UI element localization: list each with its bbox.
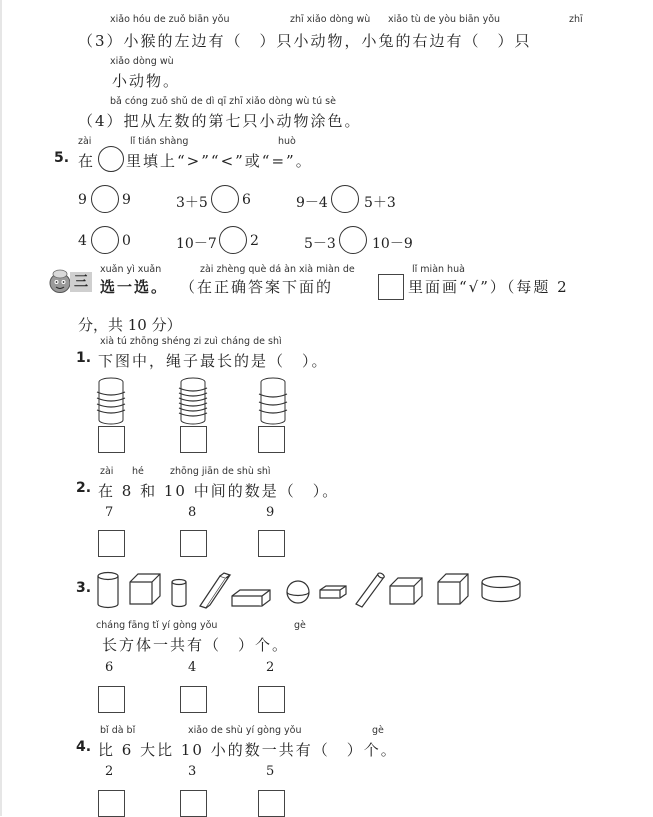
pinyin: zài zhèng què dá àn xià miàn de <box>200 264 355 275</box>
pinyin: zài <box>78 136 92 147</box>
page-edge <box>0 0 2 816</box>
compare-right: 0 <box>122 233 131 249</box>
compare-left: 9 <box>78 192 87 208</box>
answer-box[interactable] <box>258 426 285 453</box>
answer-box-sample <box>378 274 404 300</box>
pinyin: zhī <box>569 14 583 25</box>
question-5-text-b: 里填上“>”“<”或“=”。 <box>126 152 313 170</box>
answer-box[interactable] <box>98 530 125 557</box>
compare-right: 6 <box>242 192 251 208</box>
section-instruction-line2: 分，共 10 分） <box>78 316 182 334</box>
pinyin: cháng fāng tǐ yí gòng yǒu <box>96 620 218 631</box>
pinyin: bǐ dà bǐ <box>100 725 136 736</box>
option-label: 6 <box>105 660 114 675</box>
pinyin: huò <box>278 136 296 147</box>
compare-circle[interactable] <box>331 185 359 213</box>
question-number: 1. <box>76 350 92 366</box>
section-badge: 三 <box>70 272 92 292</box>
question-5-text-a: 在 <box>78 152 96 170</box>
pinyin: lǐ miàn huà <box>412 264 465 275</box>
compare-circle[interactable] <box>219 226 247 254</box>
answer-box[interactable] <box>98 426 125 453</box>
question-4-text: 比 6 大比 10 小的数一共有（ ）个。 <box>98 741 398 759</box>
compare-right: 9 <box>122 192 131 208</box>
answer-box[interactable] <box>98 686 125 713</box>
answer-box[interactable] <box>98 790 125 817</box>
compare-left: 10－7 <box>176 236 217 252</box>
question-number: 4. <box>76 739 92 755</box>
compare-circle[interactable] <box>91 185 119 213</box>
pinyin: xiǎo tù de yòu biān yǒu <box>388 14 501 25</box>
pinyin: zài <box>100 466 114 477</box>
answer-box[interactable] <box>180 686 207 713</box>
question-3-line2: 小动物。 <box>112 72 181 90</box>
compare-right: 5＋3 <box>364 195 396 211</box>
answer-box[interactable] <box>258 686 285 713</box>
answer-circle-sample <box>98 146 124 172</box>
pinyin: gè <box>294 620 306 631</box>
option-label: 4 <box>188 660 197 675</box>
compare-left: 4 <box>78 233 87 249</box>
option-label: 2 <box>105 764 114 779</box>
question-3-line1: （3）小猴的左边有（ ）只小动物，小兔的右边有（ ）只 <box>78 32 532 50</box>
answer-box[interactable] <box>258 530 285 557</box>
solid-shapes-row <box>94 570 534 610</box>
answer-box[interactable] <box>180 790 207 817</box>
rope-cylinder-a <box>94 376 128 426</box>
mascot-icon <box>48 268 72 294</box>
compare-circle[interactable] <box>91 226 119 254</box>
compare-right: 2 <box>250 233 259 249</box>
pinyin: xiǎo de shù yí gòng yǒu <box>188 725 302 736</box>
pinyin: xuǎn yì xuǎn <box>100 264 162 275</box>
pinyin: hé <box>132 466 144 477</box>
rope-cylinder-b <box>176 376 210 426</box>
section-instruction-b: 里面画“√”）（每题 2 <box>408 278 569 296</box>
option-label: 8 <box>188 505 197 520</box>
pinyin: bǎ cóng zuǒ shǔ de dì qī zhī xiǎo dòng wù tú sè <box>110 96 336 107</box>
pinyin: zhī xiǎo dòng wù <box>290 14 371 25</box>
option-label: 9 <box>266 505 275 520</box>
section-title: 选一选。 <box>100 278 169 296</box>
question-number: 5. <box>54 150 70 166</box>
compare-left: 3＋5 <box>176 195 208 211</box>
answer-box[interactable] <box>180 530 207 557</box>
option-label: 3 <box>188 764 197 779</box>
option-label: 7 <box>105 505 114 520</box>
question-3-text: 长方体一共有（ ）个。 <box>102 636 290 654</box>
compare-right: 10－9 <box>372 236 413 252</box>
option-label: 2 <box>266 660 275 675</box>
pinyin: zhōng jiān de shù shì <box>170 466 271 477</box>
pinyin: gè <box>372 725 384 736</box>
compare-circle[interactable] <box>211 185 239 213</box>
compare-left: 5－3 <box>304 236 336 252</box>
pinyin: lǐ tián shàng <box>130 136 189 147</box>
question-number: 3. <box>76 580 92 596</box>
compare-circle[interactable] <box>339 226 367 254</box>
section-instruction-a: （在正确答案下面的 <box>180 278 334 296</box>
option-label: 5 <box>266 764 275 779</box>
pinyin: xià tú zhōng shéng zi zuì cháng de shì <box>100 336 282 347</box>
compare-left: 9－4 <box>296 195 328 211</box>
pinyin: xiǎo hóu de zuǒ biān yǒu <box>110 14 230 25</box>
rope-cylinder-c <box>256 376 290 426</box>
question-1-text: 下图中，绳子最长的是（ ）。 <box>98 352 329 370</box>
pinyin: xiǎo dòng wù <box>110 56 174 67</box>
question-4-line: （4）把从左数的第七只小动物涂色。 <box>78 112 362 130</box>
question-number: 2. <box>76 480 92 496</box>
question-2-text: 在 8 和 10 中间的数是（ ）。 <box>98 482 340 500</box>
answer-box[interactable] <box>258 790 285 817</box>
answer-box[interactable] <box>180 426 207 453</box>
